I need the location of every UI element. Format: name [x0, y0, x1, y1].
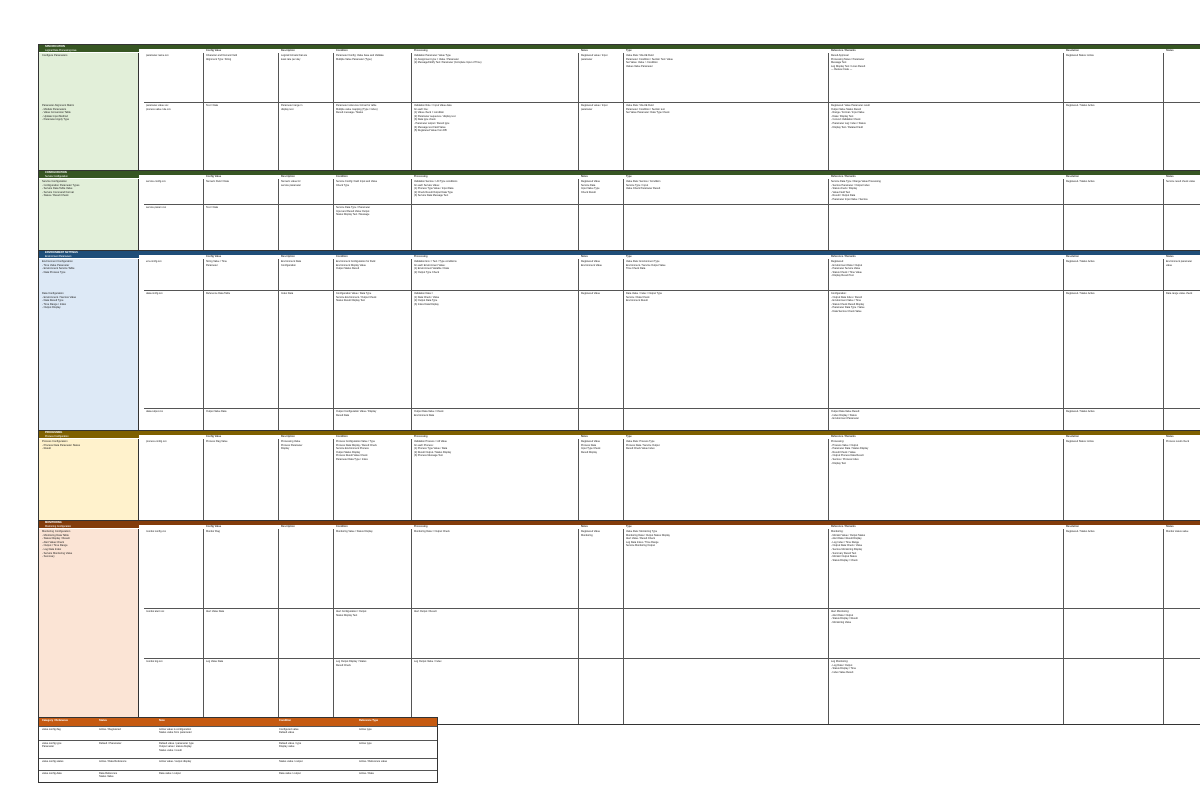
table-cell: Reference Data Table: [204, 291, 279, 409]
table-cell: Monitoring Value / Status Display: [334, 529, 412, 609]
legend-table: [38, 717, 438, 783]
column-header: Description: [281, 49, 295, 52]
column-header: Processing: [414, 175, 428, 178]
column-header: Status: [1166, 255, 1174, 258]
table-cell: Text / Data: [204, 205, 279, 251]
table-cell: Environment Data Configuration: [279, 259, 334, 291]
column-header: Condition: [336, 175, 348, 178]
table-cell: [624, 205, 829, 251]
table-cell: Value Rule: VALUE Field Parameter: Condition / Section text Set Value Parameter: Data Type Check: [624, 103, 829, 171]
column-header: Reference / Remarks: [831, 49, 856, 52]
table-cell: parameter.value.xxx process.value.rule.xxx: [144, 103, 204, 171]
legend-cell: Default value / type Display value: [279, 742, 302, 749]
table-cell: Alert Output / Result: [412, 609, 579, 659]
section-title: CONFIGURATION: [39, 171, 1200, 175]
legend-column-header: Note: [159, 719, 165, 722]
legend-cell: Active type: [359, 742, 372, 745]
legend-cell: Active / Reference value: [359, 760, 388, 763]
section: [39, 171, 1200, 251]
table-cell: [624, 659, 829, 725]
table-cell: Processing Value Process Parameter Display: [279, 439, 334, 521]
column-header: Reference / Remarks: [831, 175, 856, 178]
table-cell: Registered: - Environment Data / Output - Parameter Service Value - Status Check / Time Value - Display Result Text: [829, 259, 1064, 291]
column-header: Reference / Remarks: [831, 435, 856, 438]
table-cell: Configuration: - Output Data Index / Result - Environment Value / Time - Status Check Result Display - Parameter Data Type / Value - Data Service Check Value: [829, 291, 1064, 409]
table-cell: Numeric Field / Data: [204, 179, 279, 205]
section: [39, 431, 1200, 521]
table-cell: Value Rule: VALUE Field Parameter: Condition / Section Text: Value Set Value: Value > Condition Values Value Parameter: [624, 53, 829, 103]
table-cell: [579, 659, 624, 725]
row-label: Monitoring Configuration - Monitoring Data Table - Status Display / Result - Alert Value Check - Output / Time Range - Log Data Index - Service Monitoring Value - Summary: [39, 529, 139, 725]
column-header: Status: [1166, 49, 1174, 52]
column-header: Type: [626, 255, 632, 258]
row-label: Configure Parameters: [39, 53, 139, 171]
legend-row: [39, 770, 437, 783]
row-label: Data Configuration - Environment / Service Value - Data Result Type - Time Range / Index - Output Display: [39, 291, 139, 409]
table-cell: Parameter range in display text: [279, 103, 334, 171]
legend-cell: Default / Parameter: [99, 742, 122, 745]
table-cell: Process Flag Value: [204, 439, 279, 521]
table-cell: [1164, 609, 1200, 659]
section-title: MONITORING: [39, 521, 1200, 525]
column-header: Notes: [581, 255, 588, 258]
legend-cell: value.config.status: [42, 760, 64, 763]
column-header: Processing: [414, 49, 428, 52]
table-cell: [579, 409, 624, 431]
table-cell: Registered / Status Active: [1064, 103, 1164, 171]
table-cell: data.config.xxx: [144, 291, 204, 409]
table-cell: String Value / Time Parameter: [204, 259, 279, 291]
column-header: Processing: [414, 435, 428, 438]
column-header: Reference / Remarks: [831, 525, 856, 528]
table-cell: Alert Configuration / Output Status Display Text: [334, 609, 412, 659]
table-cell: Configuration Value / Data Type Service Environment / Output Check Status Result Display Text: [334, 291, 412, 409]
legend-cell: value.config.type Parameter: [42, 742, 62, 749]
table-cell: Alert Value Data: [204, 609, 279, 659]
table-cell: Validation Process = All Value for each Process: (1) Process Type Value / Data (2) Result Output / Status Display (3) Process Message Text: [412, 439, 579, 521]
column-header: Status: [1166, 175, 1174, 178]
column-header: Config Value: [206, 49, 222, 52]
column-header: Status: [1166, 525, 1174, 528]
table-cell: Numeric value for service parameter: [279, 179, 334, 205]
table-cell: [1064, 609, 1164, 659]
table-cell: Environment Configuration for Field Environment Display Value Output Status Result: [334, 259, 412, 291]
table-cell: Process result check: [1164, 439, 1200, 521]
table-cell: [1164, 205, 1200, 251]
column-header: Config Value: [206, 525, 222, 528]
column-header: Reference / Remarks: [831, 255, 856, 258]
table-cell: monitor.config.xxx: [144, 529, 204, 609]
column-header: Processing: [414, 525, 428, 528]
legend-row: [39, 740, 437, 758]
section: [39, 521, 1200, 725]
table-cell: Text / Data: [204, 103, 279, 171]
table-cell: Data range value check: [1164, 291, 1200, 409]
table-cell: Alert Monitoring: - Alert Data / Output - Status Display / Result - Monitoring Value: [829, 609, 1064, 659]
table-cell: [279, 409, 334, 431]
column-header: Resolution: [1066, 175, 1079, 178]
legend-cell: Active value is configuration Status value from parameter: [159, 728, 192, 735]
table-cell: [579, 205, 624, 251]
table-cell: [279, 609, 334, 659]
table-cell: Registered / Status Active: [1064, 259, 1164, 291]
column-header: Condition: [336, 435, 348, 438]
column-header: Notes: [581, 525, 588, 528]
table-cell: Registered Value Environment Value: [579, 259, 624, 291]
legend-cell: Active value / output display: [159, 760, 192, 763]
table-cell: [1164, 53, 1200, 103]
column-header: Config Value: [206, 435, 222, 438]
table-cell: Value Rule: Process Type Process Data / Service Output Result Check Value Index: [624, 439, 829, 521]
table-cell: Environment parameter value: [1164, 259, 1200, 291]
table-cell: Log Output Display / Status Result Check: [334, 659, 412, 725]
legend-cell: Active / Registered: [99, 728, 121, 731]
legend-column-header: Condition: [279, 719, 292, 722]
table-cell: Log Output Value / Index: [412, 659, 579, 725]
legend-cell: value.config.flag: [42, 728, 61, 731]
table-cell: Service Config: Field Input and Value Check Type: [334, 179, 412, 205]
spreadsheet: [38, 44, 1200, 724]
table-cell: Service result check value: [1164, 179, 1200, 205]
table-cell: Registered Value Process Data Input Type Check Result Display: [579, 439, 624, 521]
table-cell: Logical formats that are least rate per day: [279, 53, 334, 103]
table-cell: [1164, 103, 1200, 171]
table-cell: [1164, 409, 1200, 431]
column-header: Type: [626, 525, 632, 528]
table-cell: Service Data Type / Parameter Input and Result Value Output Status Display Text / Message: [334, 205, 412, 251]
row-label: Environment Configuration - Time Value Parameter - Environment Service Table - Data Process Type: [39, 259, 139, 431]
table-cell: Process Configuration Value / Type Process Data Display / Result Check Service Environment Process Output Status Display Process Result Value Check Parameter Data Type / Index: [334, 439, 412, 521]
table-cell: Service Data Type / Range Value Processing - Service Parameter / Output Index - Status check / Display - Value Field Text - Result / Output Data - Parameter Input Value / Service: [829, 179, 1064, 205]
table-cell: parameter.name.xxx: [144, 53, 204, 103]
table-cell: process.config.xxx: [144, 439, 204, 521]
table-cell: Registered / Status Active: [1064, 291, 1164, 409]
legend-column-header: Reference Type: [359, 719, 379, 722]
section-title: ENVIRONMENT SETTINGS: [39, 251, 1200, 255]
section-title: SPECIFICATION: [39, 45, 1200, 49]
section: [39, 251, 1200, 431]
legend-cell: Data value / output: [159, 772, 181, 775]
section-subtitle: Monitoring Configuration: [39, 525, 139, 528]
table-cell: [624, 409, 829, 431]
column-header: Resolution: [1066, 49, 1079, 52]
table-cell: [1164, 659, 1200, 725]
column-header: Description: [281, 255, 295, 258]
table-cell: Registered / Status Active: [1064, 409, 1164, 431]
table-cell: Output Data Value / Check Environment Data: [412, 409, 579, 431]
table-cell: Registered Value Monitoring: [579, 529, 624, 609]
legend-row: [39, 726, 437, 740]
section: [39, 45, 1200, 171]
table-cell: Value Rule: Service / Condition Service Type / Input Value Check Parameter Result: [624, 179, 829, 205]
column-header: Type: [626, 435, 632, 438]
legend-row: [39, 758, 437, 770]
table-cell: Validation Data = (1) Data Check / Value (2) Output Data Type (3) Index Data Display: [412, 291, 579, 409]
table-cell: [279, 529, 334, 609]
table-cell: Output Value Data: [204, 409, 279, 431]
column-header: Resolution: [1066, 255, 1079, 258]
table-cell: Monitoring Data = Output Check: [412, 529, 579, 609]
table-cell: monitor.log.xxx: [144, 659, 204, 725]
legend-cell: Active type: [359, 728, 372, 731]
column-header: Config Value: [206, 175, 222, 178]
table-cell: Validation Service = All Type conditions for each Service Value: (1) Process Type Value / Input Data (2) Check Result Output Data Type (3) Service Data Message Text: [412, 179, 579, 205]
table-cell: Log Monitoring: - Log Data / Output - Status Display / Time - Index Value Result: [829, 659, 1064, 725]
table-cell: Monitor Flag: [204, 529, 279, 609]
column-header: Processing: [414, 255, 428, 258]
table-cell: [579, 609, 624, 659]
table-cell: Validation Env = Text / Type conditions for each Environment Value: (1) Environment Variable / Data (2) Output Type Check: [412, 259, 579, 291]
table-cell: service.param.xxx: [144, 205, 204, 251]
table-cell: Monitor status value: [1164, 529, 1200, 609]
legend-cell: Data Reference Status Value: [99, 772, 118, 779]
legend-column-header: Category / Reference: [42, 719, 68, 722]
table-cell: monitor.alert.xxx: [144, 609, 204, 659]
section-subtitle: Service Configuration: [39, 175, 139, 178]
table-cell: Registered value / Input parameter: [579, 53, 624, 103]
table-cell: Registered Value Service Data Input Value Type Check Result: [579, 179, 624, 205]
legend-cell: Active / Data: [359, 772, 374, 775]
section-subtitle: Environment Parameters: [39, 255, 139, 258]
table-cell: service.config.xxx: [144, 179, 204, 205]
row-label: Process Configuration - Process Data Parameter Status - Result: [39, 439, 139, 521]
table-cell: Validation Parameter: Value Type (1) Assignment type = Value / Parameter (2) Message/Notify Text: Parameter (Complete Input of Time): [412, 53, 579, 103]
column-header: Resolution: [1066, 525, 1079, 528]
legend-header: [39, 718, 437, 726]
column-header: Resolution: [1066, 435, 1079, 438]
table-cell: Output Data Value Result: - Index Display / Status - Environment Parameter: [829, 409, 1064, 431]
legend-cell: Configured value Default value: [279, 728, 299, 735]
table-cell: env.config.xxx: [144, 259, 204, 291]
column-header: Type: [626, 175, 632, 178]
column-header: Notes: [581, 435, 588, 438]
row-label: Service Configuration - Configuration Parameter Types - Service Data Table Value - Service Command Format - Status / Result Check: [39, 179, 139, 251]
table-cell: Data Value / Index / Output Type Service / Data Check Environment Result: [624, 291, 829, 409]
column-header: Type: [626, 49, 632, 52]
column-header: Notes: [581, 49, 588, 52]
table-cell: [1064, 205, 1164, 251]
column-header: Condition: [336, 255, 348, 258]
section-subtitle: Logical Data Processing Area: [39, 49, 139, 52]
column-header: Config Value: [206, 255, 222, 258]
table-cell: Validation Rule = Input Value data for each line: (1) Value check = condition (2) Parameter sequence / display text (3) Data type check - Parameter output / Result type (4) Message text Field Value (5) Registered Value from DB: [412, 103, 579, 171]
column-header: Description: [281, 175, 295, 178]
table-cell: Value Rule: Monitoring Type Monitoring Data / Output Status Display Alert Value / Result Check Log Data Index / Time Range Service Monitoring Output: [624, 529, 829, 609]
legend-cell: Status value / output: [279, 760, 303, 763]
table-cell: Registered: Value Parameter result Output Value Status Result - Range / Format / Input Value - Data / Display Text - Convert Validation Check - Parameter Log: Index / Status - Display Text / Related Field: [829, 103, 1064, 171]
legend-cell: Active / Data Reference: [99, 760, 127, 763]
column-header: Condition: [336, 525, 348, 528]
column-header: Condition: [336, 49, 348, 52]
table-cell: Parameter Config: Value base and Validate Multiple Value Parameter (Type): [334, 53, 412, 103]
table-cell: Result Approval Processing Notes / Parameter Message Text Log Display Text / Lines Result --- Review Code ---: [829, 53, 1064, 103]
column-header: Description: [281, 435, 295, 438]
legend-cell: Data value / output: [279, 772, 301, 775]
table-cell: Monitoring: - Monitor Value / Output Status - Alert Data / Result Display - Log Index / Time Range - Output Data Check / Value - Service Monitoring Display - Summary Result Text - Monitor Output Status - Status Display / Check: [829, 529, 1064, 609]
row-label: Parameter Alignment Matrix - Module Parameters - Value Conversion Table - Update Input Method - Parameter Apply Type: [39, 103, 139, 171]
table-cell: Parameter reference format for table Multiple value mapping (Type / Index) Result message / Status: [334, 103, 412, 171]
column-header: Notes: [581, 175, 588, 178]
table-cell: [829, 205, 1064, 251]
legend-cell: Default value / parameter type Output value / status display Status value / result: [159, 742, 194, 752]
legend-column-header: Status: [99, 719, 107, 722]
table-cell: [412, 205, 579, 251]
table-cell: Registered Status: Active: [1064, 439, 1164, 521]
table-cell: [1064, 659, 1164, 725]
table-cell: Registered / Status Active: [1064, 179, 1164, 205]
table-cell: Character and Numeric field Alignment Type: String: [204, 53, 279, 103]
table-cell: Registered Status: Active: [1064, 53, 1164, 103]
table-cell: Registered value / Input parameter: [579, 103, 624, 171]
table-cell: [624, 609, 829, 659]
table-cell: Registered / Status Active: [1064, 529, 1164, 609]
table-cell: [279, 205, 334, 251]
legend-cell: value.config.data: [42, 772, 62, 775]
table-cell: Registered Value: [579, 291, 624, 409]
table-cell: Log Value Data: [204, 659, 279, 725]
table-cell: Processing: - Process Value / Output - Parameter Data / Status Display - Result Check / Value - Output Process Data Result - Service / Process Index - Display Text: [829, 439, 1064, 521]
table-cell: Output Configuration Value / Display Result Data: [334, 409, 412, 431]
section-title: PROCESSING: [39, 431, 1200, 435]
section-subtitle: Process Configuration: [39, 435, 139, 438]
table-cell: Index Data: [279, 291, 334, 409]
table-cell: Value Rule: Environment Type Environment / Service Output Value Time Check Data: [624, 259, 829, 291]
column-header: Description: [281, 525, 295, 528]
table-cell: data.output.xxx: [144, 409, 204, 431]
column-header: Status: [1166, 435, 1174, 438]
table-cell: [279, 659, 334, 725]
